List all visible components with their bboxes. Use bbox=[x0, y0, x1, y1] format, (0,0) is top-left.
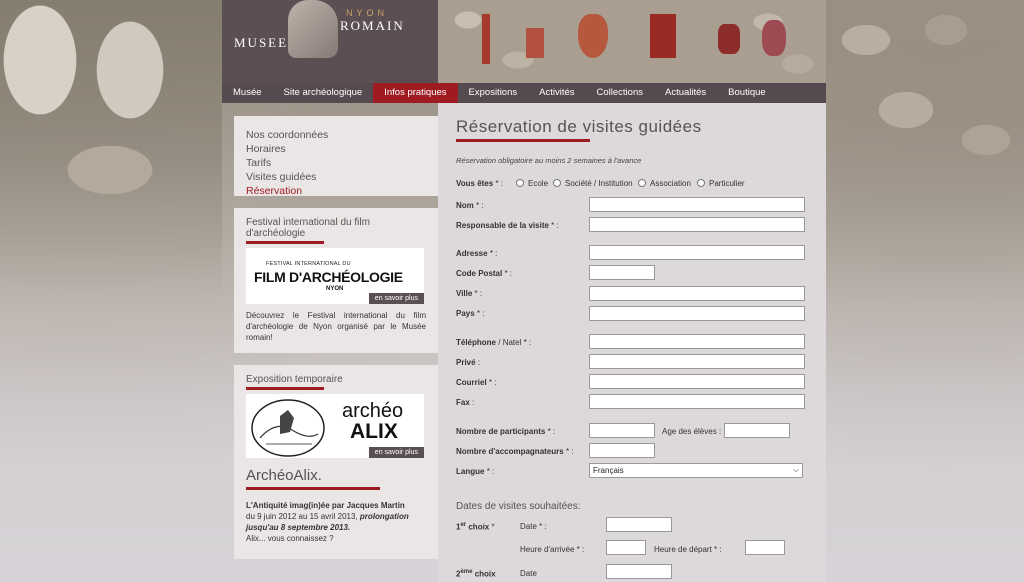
choix1-sup: er bbox=[460, 522, 467, 528]
date1-label: Date * : bbox=[520, 522, 547, 531]
dates-section-title: Dates de visites souhaitées: bbox=[456, 501, 581, 512]
main-nav bbox=[222, 83, 826, 103]
expo-title: Exposition temporaire bbox=[246, 374, 343, 385]
code-postal-text: Code Postal bbox=[456, 269, 503, 278]
header-wall-image bbox=[438, 0, 826, 83]
age-label: Age des élèves : bbox=[662, 427, 722, 436]
langue-label: Langue * : bbox=[456, 467, 495, 476]
radio-societe[interactable] bbox=[553, 179, 561, 187]
logo-nyon-text: NYON bbox=[346, 8, 389, 18]
form-note: Réservation obligatoire au moins 2 semaines à l'avance bbox=[456, 156, 642, 165]
responsable-input[interactable] bbox=[589, 217, 805, 232]
adresse-label: Adresse * : bbox=[456, 249, 498, 258]
langue-select[interactable] bbox=[589, 463, 803, 478]
courriel-text: Courriel bbox=[456, 378, 487, 387]
ville-text: Ville bbox=[456, 289, 473, 298]
background-stone-left bbox=[0, 0, 222, 300]
choix2-sup: ème bbox=[460, 569, 473, 575]
content bbox=[222, 103, 826, 582]
nav-activites[interactable]: Activités bbox=[539, 87, 575, 98]
vous-etes-text: Vous êtes bbox=[456, 179, 494, 188]
option-ecole-label: Ecole bbox=[528, 179, 549, 188]
banner-small-text: FESTIVAL INTERNATIONAL DU bbox=[266, 261, 351, 267]
telephone-text: Téléphone bbox=[456, 338, 497, 347]
fax-input[interactable] bbox=[589, 394, 805, 409]
langue-text: Langue bbox=[456, 467, 485, 476]
expo-description bbox=[246, 500, 426, 544]
option-societe-label: Société / Institution bbox=[565, 179, 633, 188]
nav-expositions[interactable]: Expositions bbox=[468, 87, 518, 98]
prive-label: Privé : bbox=[456, 358, 481, 367]
submenu-tarifs[interactable]: Tarifs bbox=[246, 157, 272, 169]
expo-heading: ArchéoAlix. bbox=[246, 467, 322, 484]
date2-input[interactable] bbox=[606, 564, 672, 579]
main-area bbox=[222, 103, 826, 582]
pays-label: Pays * : bbox=[456, 309, 485, 318]
heure-arrivee1-input[interactable] bbox=[606, 540, 646, 555]
choix1-label: 1er choix * bbox=[456, 522, 495, 532]
nav-collections[interactable]: Collections bbox=[596, 87, 643, 98]
participants-label: Nombre de participants * : bbox=[456, 427, 556, 436]
pottery-shard-icon bbox=[578, 14, 608, 58]
nav-site-archeologique[interactable]: Site archéologique bbox=[283, 87, 363, 98]
nom-text: Nom bbox=[456, 201, 474, 210]
choix2-num: 2 bbox=[456, 569, 461, 579]
vous-etes-label: Vous êtes * : bbox=[456, 179, 503, 188]
nav-infos-pratiques[interactable]: Infos pratiques bbox=[373, 83, 457, 103]
courriel-label: Courriel * : bbox=[456, 378, 497, 387]
banner-big-text: FILM D'ARCHÉOLOGIE bbox=[254, 269, 403, 285]
title-underline bbox=[246, 387, 324, 390]
festival-more-button[interactable]: en savoir plus bbox=[369, 293, 424, 304]
nav-musee[interactable]: Musée bbox=[233, 87, 262, 98]
logo-musee-text: MUSEE bbox=[234, 35, 289, 50]
date2-label: Date bbox=[520, 569, 537, 578]
page-title: Réservation de visites guidées bbox=[456, 117, 702, 136]
radio-association[interactable] bbox=[638, 179, 646, 187]
responsable-text: Responsable de la visite bbox=[456, 221, 549, 230]
festival-description: Découvrez le Festival international du film d'archéologie de Nyon organisé par le Musée romain! bbox=[246, 311, 426, 342]
expo-line4[interactable]: Alix... vous connaissez ? bbox=[246, 534, 334, 543]
nav-boutique[interactable]: Boutique bbox=[728, 87, 766, 98]
title-underline bbox=[246, 241, 324, 244]
pottery-shard-icon bbox=[482, 14, 490, 64]
ville-input[interactable] bbox=[589, 286, 805, 301]
radio-particulier[interactable] bbox=[697, 179, 705, 187]
expo-line1: L'Antiquité imag(in)ée par Jacques Martin bbox=[246, 501, 405, 510]
fax-label: Fax : bbox=[456, 398, 475, 407]
banner-nyon-text: NYON bbox=[326, 286, 344, 292]
heading-underline bbox=[246, 487, 380, 490]
festival-title: Festival international du film d'archéologie bbox=[246, 217, 370, 239]
logo-romain-text: ROMAIN bbox=[340, 18, 405, 33]
prive-text: Privé bbox=[456, 358, 476, 367]
date1-input[interactable] bbox=[606, 517, 672, 532]
banner-archeo-text: archéo bbox=[342, 400, 404, 422]
submenu-reservation[interactable]: Réservation bbox=[246, 185, 303, 197]
langue-selected-value: Français bbox=[593, 466, 624, 475]
heure-depart1-label: Heure de départ * : bbox=[654, 545, 722, 554]
pottery-shard-icon bbox=[650, 14, 676, 58]
prive-input[interactable] bbox=[589, 354, 805, 369]
heure-arrivee1-text: Heure d'arrivée bbox=[520, 545, 575, 554]
age-input[interactable] bbox=[724, 423, 790, 438]
submenu-box bbox=[234, 116, 438, 196]
accompagnateurs-label: Nombre d'accompagnateurs * : bbox=[456, 447, 574, 456]
expo-box bbox=[234, 365, 438, 559]
code-postal-label: Code Postal * : bbox=[456, 269, 513, 278]
background-stone-right bbox=[826, 0, 1024, 300]
pottery-shard-icon bbox=[526, 28, 544, 58]
nav-actualites[interactable]: Actualités bbox=[664, 87, 707, 98]
pays-text: Pays bbox=[456, 309, 475, 318]
radio-ecole[interactable] bbox=[516, 179, 524, 187]
banner-alix-text: ALIX bbox=[350, 420, 398, 443]
title-underline bbox=[456, 139, 590, 142]
submenu-coordonnees[interactable]: Nos coordonnées bbox=[246, 129, 329, 141]
courriel-input[interactable] bbox=[589, 374, 805, 389]
heure-arrivee1-label: Heure d'arrivée * : bbox=[520, 545, 585, 554]
telephone-label: Téléphone / Natel * : bbox=[456, 338, 532, 347]
date1-text: Date bbox=[520, 522, 537, 531]
sidebar bbox=[234, 116, 438, 571]
accompagnateurs-input[interactable] bbox=[589, 443, 655, 458]
choix1-text: choix bbox=[468, 522, 490, 532]
site-logo[interactable] bbox=[222, 0, 438, 83]
submenu-visites-guidees[interactable]: Visites guidées bbox=[246, 171, 317, 183]
adresse-input[interactable] bbox=[589, 245, 805, 260]
pottery-shard-icon bbox=[762, 20, 786, 56]
festival-box bbox=[234, 208, 438, 353]
roman-bust-icon bbox=[288, 0, 338, 58]
expo-banner[interactable] bbox=[246, 394, 424, 458]
choix2-label bbox=[456, 569, 496, 579]
site-header bbox=[222, 0, 826, 83]
heure-depart1-text: Heure de départ bbox=[654, 545, 712, 554]
expo-line3: prolongation jusqu'au 8 septembre 2013. bbox=[246, 512, 409, 532]
heure-depart1-input[interactable] bbox=[745, 540, 785, 555]
nom-input[interactable] bbox=[589, 197, 805, 212]
expo-line2: du 9 juin 2012 au 15 avril 2013, bbox=[246, 512, 358, 521]
natel-text: / Natel bbox=[498, 338, 522, 347]
telephone-input[interactable] bbox=[589, 334, 805, 349]
option-particulier-label: Particulier bbox=[709, 179, 745, 188]
submenu-horaires[interactable]: Horaires bbox=[246, 143, 286, 155]
chevron-down-icon: ⌵ bbox=[792, 465, 799, 474]
festival-banner[interactable] bbox=[246, 248, 424, 304]
choix2-text: choix bbox=[474, 569, 496, 579]
adresse-text: Adresse bbox=[456, 249, 488, 258]
accompagnateurs-text: Nombre d'accompagnateurs bbox=[456, 447, 564, 456]
participants-input[interactable] bbox=[589, 423, 655, 438]
option-association-label: Association bbox=[650, 179, 691, 188]
pays-input[interactable] bbox=[589, 306, 805, 321]
ville-label: Ville * : bbox=[456, 289, 483, 298]
code-postal-input[interactable] bbox=[589, 265, 655, 280]
choix1-num: 1 bbox=[456, 522, 461, 532]
pottery-shard-icon bbox=[718, 24, 740, 54]
nom-label: Nom * : bbox=[456, 201, 484, 210]
participants-text: Nombre de participants bbox=[456, 427, 546, 436]
responsable-label: Responsable de la visite * : bbox=[456, 221, 559, 230]
expo-more-button[interactable]: en savoir plus bbox=[369, 447, 424, 458]
fax-text: Fax bbox=[456, 398, 470, 407]
